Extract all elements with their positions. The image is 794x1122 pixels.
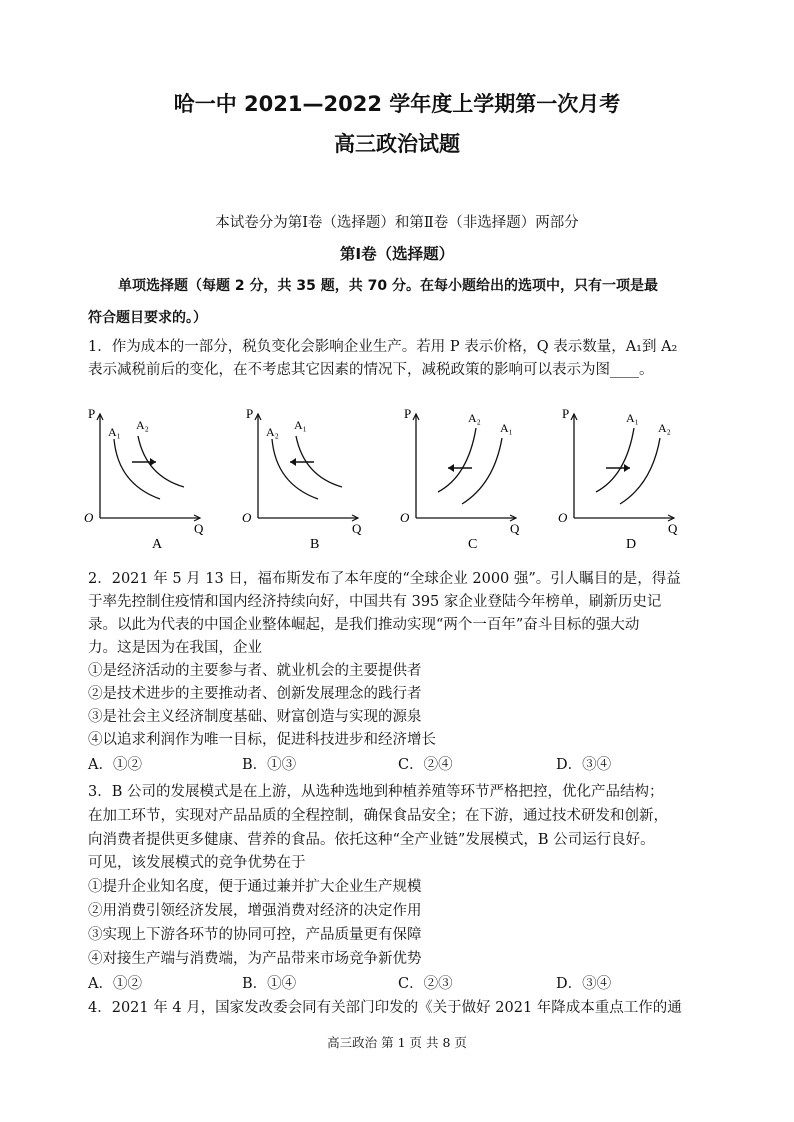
graph-A-curve-left-label: A₁	[108, 425, 121, 439]
q3-option-b: B．①④	[242, 976, 297, 992]
q2-line-1: 2．2021 年 5 月 13 日，福布斯发布了本年度的“全球企业 2000 强”。引人瞩目的是，得益	[88, 571, 681, 587]
q2-choice-1: ①是经济活动的主要参与者、就业机会的主要提供者	[88, 663, 422, 679]
q1-line-2: 表示减税前后的变化，在不考虑其它因素的情况下，减税政策的影响可以表示为图____。	[88, 362, 654, 378]
graph-D-caption: D	[626, 537, 637, 552]
q4-line-1: 4．2021 年 4 月，国家发改委会同有关部门印发的《关于做好 2021 年降成本重点工作的通	[88, 1000, 682, 1016]
graph-B-caption: B	[310, 537, 320, 552]
title-line-1: 哈一中 2021—2022 学年度上学期第一次月考	[173, 92, 621, 116]
q2-choice-2: ②是技术进步的主要推动者、创新发展理念的践行者	[88, 686, 422, 702]
graph-B-x-label: Q	[352, 521, 362, 536]
q3-option-a: A．①②	[88, 976, 142, 992]
graph-C-x-label: Q	[510, 521, 520, 536]
graph-C-y-label: P	[404, 406, 412, 421]
q3-line-4: 可见，该发展模式的竞争优势在于	[88, 855, 306, 871]
q2-line-2: 于率先控制住疫情和国内经济持续向好，中国共有 395 家企业登陆今年榜单，刷新历史记	[88, 594, 662, 610]
graphs-figure	[84, 400, 708, 560]
graph-A-origin: O	[84, 510, 94, 525]
graph-C-curve-left	[438, 428, 476, 492]
graph-A-y-label: P	[88, 406, 96, 421]
graph-A-caption: A	[152, 537, 163, 552]
q2-option-b: B．①③	[242, 757, 297, 773]
instructions-line-2: 符合题目要求的。）	[88, 310, 207, 326]
graph-D-curve-right-label: A₂	[658, 421, 671, 435]
q1-line-1: 1．作为成本的一部分，税负变化会影响企业生产。若用 P 表示价格，Q 表示数量，A₁到 A₂	[88, 339, 678, 355]
instructions-line-1: 单项选择题（每题 2 分，共 35 题，共 70 分。在每小题给出的选项中，只有一项是最	[118, 278, 658, 294]
q2-option-d: D．③④	[556, 757, 612, 773]
graph-B-shift-arrowhead	[290, 458, 296, 466]
graph-A-curve-right-label: A₂	[136, 418, 149, 432]
q3-option-c: C．②③	[398, 976, 453, 992]
q2-choice-4: ④以追求利润作为唯一目标，促进科技进步和经济增长	[88, 732, 436, 748]
graph-A-x-label: Q	[194, 521, 204, 536]
q3-line-3: 向消费者提供更多健康、营养的食品。依托这种“全产业链”发展模式，B 公司运行良好。	[88, 832, 655, 848]
q1-graphs	[84, 400, 708, 560]
q3-choice-4: ④对接生产端与消费端，为产品带来市场竞争新优势	[88, 951, 422, 967]
graph-C-curve-right-label: A₁	[500, 421, 513, 435]
exam-intro: 本试卷分为第Ⅰ卷（选择题）和第Ⅱ卷（非选择题）两部分	[215, 215, 579, 231]
graph-C-caption: C	[468, 537, 478, 552]
graph-B-origin: O	[242, 510, 252, 525]
q3-line-2: 在加工环节，实现对产品品质的全程控制，确保食品安全；在下游，通过技术研发和创新，	[88, 808, 668, 824]
graph-C-origin: O	[400, 510, 410, 525]
graph-B-curve-right-label: A₁	[294, 418, 307, 432]
graph-C-shift-arrowhead	[448, 464, 454, 472]
graph-A-shift-arrowhead	[150, 458, 156, 466]
q3-choice-3: ③实现上下游各环节的协同可控，产品质量更有保障	[88, 927, 422, 943]
q2-line-4: 力。这是因为在我国，企业	[88, 640, 262, 656]
graph-D-x-label: Q	[668, 521, 678, 536]
title-line-2: 高三政治试题	[334, 132, 460, 156]
graph-C-curve-right	[462, 438, 502, 504]
graph-D-curve-right	[620, 438, 660, 504]
graph-D-curve-left-label: A₁	[626, 411, 639, 425]
q2-line-3: 录。以此为代表的中国企业整体崛起，是我们推动实现“两个一百年”奋斗目标的强大动	[88, 617, 640, 633]
graph-D-origin: O	[558, 510, 568, 525]
graph-D-y-label: P	[562, 406, 570, 421]
page-footer: 高三政治 第 1 页 共 8 页	[327, 1035, 467, 1050]
q2-option-a: A．①②	[88, 757, 142, 773]
graph-B-y-label: P	[246, 406, 254, 421]
q3-choice-2: ②用消费引领经济发展，增强消费对经济的决定作用	[88, 903, 422, 919]
q2-option-c: C．②④	[398, 757, 453, 773]
q2-choice-3: ③是社会主义经济制度基础、财富创造与实现的源泉	[88, 709, 422, 725]
graph-C-curve-left-label: A₂	[468, 411, 481, 425]
q3-choice-1: ①提升企业知名度，便于通过兼并扩大企业生产规模	[88, 879, 422, 895]
graph-D-curve-left	[596, 428, 634, 492]
section-title: 第Ⅰ卷（选择题）	[339, 245, 455, 263]
graph-D-shift-arrowhead	[624, 464, 630, 472]
q3-option-d: D．③④	[556, 976, 612, 992]
q3-line-1: 3．B 公司的发展模式是在上游，从选种选地到种植养殖等环节严格把控，优化产品结构；	[88, 784, 664, 800]
graph-B-curve-left-label: A₂	[266, 425, 279, 439]
